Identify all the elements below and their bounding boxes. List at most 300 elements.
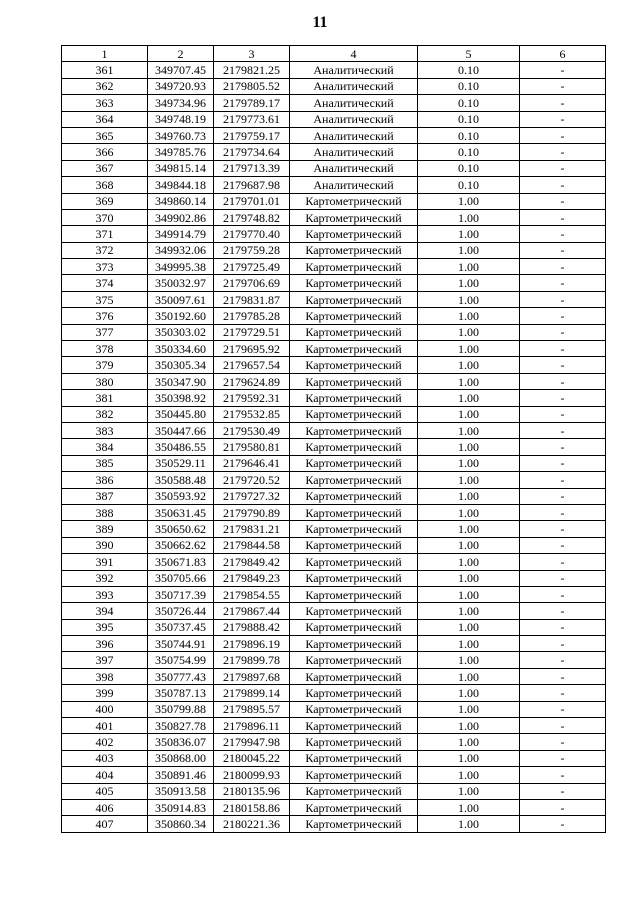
table-row [62, 455, 606, 471]
x-coordinate-cell: 350445.80 [148, 406, 214, 422]
method-cell: Картометрический [290, 701, 418, 717]
description-cell: - [520, 537, 606, 553]
point-number-cell: 393 [62, 586, 148, 602]
method-cell: Картометрический [290, 242, 418, 258]
point-number-cell: 367 [62, 160, 148, 176]
y-coordinate-cell: 2179947.98 [214, 734, 290, 750]
table-row [62, 324, 606, 340]
x-coordinate-cell: 350398.92 [148, 390, 214, 406]
accuracy-cell: 1.00 [418, 799, 520, 815]
method-cell: Картометрический [290, 406, 418, 422]
accuracy-cell: 1.00 [418, 422, 520, 438]
y-coordinate-cell: 2179729.51 [214, 324, 290, 340]
x-coordinate-cell: 350914.83 [148, 799, 214, 815]
accuracy-cell: 1.00 [418, 636, 520, 652]
point-number-cell: 363 [62, 95, 148, 111]
x-coordinate-cell: 350799.88 [148, 701, 214, 717]
table-row [62, 160, 606, 176]
y-coordinate-cell: 2179849.42 [214, 554, 290, 570]
description-cell: - [520, 455, 606, 471]
accuracy-cell: 1.00 [418, 406, 520, 422]
y-coordinate-cell: 2179713.39 [214, 160, 290, 176]
column-header-5: 5 [418, 46, 520, 62]
method-cell: Картометрический [290, 816, 418, 832]
method-cell: Картометрический [290, 488, 418, 504]
table-row [62, 685, 606, 701]
description-cell: - [520, 291, 606, 307]
description-cell: - [520, 78, 606, 94]
accuracy-cell: 1.00 [418, 259, 520, 275]
description-cell: - [520, 127, 606, 143]
y-coordinate-cell: 2180045.22 [214, 750, 290, 766]
description-cell: - [520, 554, 606, 570]
table-row [62, 439, 606, 455]
method-cell: Картометрический [290, 472, 418, 488]
accuracy-cell: 1.00 [418, 537, 520, 553]
accuracy-cell: 1.00 [418, 357, 520, 373]
table-row [62, 668, 606, 684]
description-cell: - [520, 373, 606, 389]
y-coordinate-cell: 2179849.23 [214, 570, 290, 586]
description-cell: - [520, 718, 606, 734]
accuracy-cell: 1.00 [418, 685, 520, 701]
method-cell: Картометрический [290, 685, 418, 701]
description-cell: - [520, 259, 606, 275]
table-row [62, 472, 606, 488]
table-row [62, 357, 606, 373]
description-cell: - [520, 488, 606, 504]
x-coordinate-cell: 350303.02 [148, 324, 214, 340]
y-coordinate-cell: 2180221.36 [214, 816, 290, 832]
accuracy-cell: 0.10 [418, 177, 520, 193]
x-coordinate-cell: 350860.34 [148, 816, 214, 832]
accuracy-cell: 1.00 [418, 341, 520, 357]
x-coordinate-cell: 349995.38 [148, 259, 214, 275]
description-cell: - [520, 816, 606, 832]
point-number-cell: 383 [62, 422, 148, 438]
point-number-cell: 394 [62, 603, 148, 619]
method-cell: Аналитический [290, 78, 418, 94]
table-row [62, 586, 606, 602]
method-cell: Картометрический [290, 422, 418, 438]
column-header-4: 4 [290, 46, 418, 62]
accuracy-cell: 1.00 [418, 718, 520, 734]
y-coordinate-cell: 2179695.92 [214, 341, 290, 357]
method-cell: Аналитический [290, 160, 418, 176]
method-cell: Картометрический [290, 734, 418, 750]
accuracy-cell: 1.00 [418, 783, 520, 799]
point-number-cell: 368 [62, 177, 148, 193]
accuracy-cell: 1.00 [418, 455, 520, 471]
x-coordinate-cell: 350717.39 [148, 586, 214, 602]
accuracy-cell: 1.00 [418, 291, 520, 307]
y-coordinate-cell: 2179734.64 [214, 144, 290, 160]
method-cell: Картометрический [290, 652, 418, 668]
table-body [62, 62, 606, 832]
table-row [62, 259, 606, 275]
table-row [62, 193, 606, 209]
description-cell: - [520, 160, 606, 176]
accuracy-cell: 0.10 [418, 127, 520, 143]
accuracy-cell: 1.00 [418, 668, 520, 684]
accuracy-cell: 1.00 [418, 209, 520, 225]
table-row [62, 406, 606, 422]
y-coordinate-cell: 2179687.98 [214, 177, 290, 193]
description-cell: - [520, 144, 606, 160]
y-coordinate-cell: 2179657.54 [214, 357, 290, 373]
method-cell: Картометрический [290, 537, 418, 553]
y-coordinate-cell: 2179592.31 [214, 390, 290, 406]
point-number-cell: 366 [62, 144, 148, 160]
description-cell: - [520, 422, 606, 438]
method-cell: Аналитический [290, 144, 418, 160]
y-coordinate-cell: 2180158.86 [214, 799, 290, 815]
coordinates-table [61, 45, 606, 833]
accuracy-cell: 1.00 [418, 373, 520, 389]
description-cell: - [520, 619, 606, 635]
point-number-cell: 377 [62, 324, 148, 340]
accuracy-cell: 1.00 [418, 701, 520, 717]
table-header [62, 46, 606, 62]
table-row [62, 767, 606, 783]
accuracy-cell: 1.00 [418, 767, 520, 783]
method-cell: Аналитический [290, 95, 418, 111]
point-number-cell: 379 [62, 357, 148, 373]
description-cell: - [520, 685, 606, 701]
description-cell: - [520, 750, 606, 766]
y-coordinate-cell: 2179899.14 [214, 685, 290, 701]
accuracy-cell: 1.00 [418, 324, 520, 340]
point-number-cell: 372 [62, 242, 148, 258]
point-number-cell: 384 [62, 439, 148, 455]
point-number-cell: 378 [62, 341, 148, 357]
x-coordinate-cell: 349748.19 [148, 111, 214, 127]
y-coordinate-cell: 2179706.69 [214, 275, 290, 291]
x-coordinate-cell: 350726.44 [148, 603, 214, 619]
description-cell: - [520, 209, 606, 225]
method-cell: Аналитический [290, 111, 418, 127]
accuracy-cell: 1.00 [418, 734, 520, 750]
point-number-cell: 387 [62, 488, 148, 504]
method-cell: Картометрический [290, 193, 418, 209]
accuracy-cell: 1.00 [418, 586, 520, 602]
y-coordinate-cell: 2179821.25 [214, 62, 290, 78]
y-coordinate-cell: 2179805.52 [214, 78, 290, 94]
point-number-cell: 369 [62, 193, 148, 209]
method-cell: Картометрический [290, 718, 418, 734]
accuracy-cell: 1.00 [418, 193, 520, 209]
x-coordinate-cell: 350737.45 [148, 619, 214, 635]
accuracy-cell: 1.00 [418, 816, 520, 832]
description-cell: - [520, 111, 606, 127]
table-row [62, 554, 606, 570]
table-row [62, 308, 606, 324]
x-coordinate-cell: 350671.83 [148, 554, 214, 570]
column-header-6: 6 [520, 46, 606, 62]
y-coordinate-cell: 2179895.57 [214, 701, 290, 717]
x-coordinate-cell: 350913.58 [148, 783, 214, 799]
description-cell: - [520, 472, 606, 488]
description-cell: - [520, 521, 606, 537]
y-coordinate-cell: 2179646.41 [214, 455, 290, 471]
accuracy-cell: 1.00 [418, 488, 520, 504]
accuracy-cell: 0.10 [418, 78, 520, 94]
page-number: 11 [312, 14, 328, 31]
table-row [62, 783, 606, 799]
y-coordinate-cell: 2179773.61 [214, 111, 290, 127]
method-cell: Картометрический [290, 308, 418, 324]
accuracy-cell: 1.00 [418, 390, 520, 406]
table-row [62, 652, 606, 668]
accuracy-cell: 1.00 [418, 472, 520, 488]
method-cell: Картометрический [290, 357, 418, 373]
description-cell: - [520, 504, 606, 520]
point-number-cell: 391 [62, 554, 148, 570]
accuracy-cell: 1.00 [418, 242, 520, 258]
y-coordinate-cell: 2179785.28 [214, 308, 290, 324]
point-number-cell: 401 [62, 718, 148, 734]
table-row [62, 488, 606, 504]
accuracy-cell: 1.00 [418, 570, 520, 586]
x-coordinate-cell: 350754.99 [148, 652, 214, 668]
point-number-cell: 399 [62, 685, 148, 701]
table-row [62, 291, 606, 307]
x-coordinate-cell: 349720.93 [148, 78, 214, 94]
method-cell: Картометрический [290, 504, 418, 520]
accuracy-cell: 1.00 [418, 750, 520, 766]
point-number-cell: 370 [62, 209, 148, 225]
column-header-2: 2 [148, 46, 214, 62]
point-number-cell: 376 [62, 308, 148, 324]
table-row [62, 799, 606, 815]
x-coordinate-cell: 349860.14 [148, 193, 214, 209]
x-coordinate-cell: 350650.62 [148, 521, 214, 537]
method-cell: Картометрический [290, 324, 418, 340]
description-cell: - [520, 439, 606, 455]
point-number-cell: 364 [62, 111, 148, 127]
point-number-cell: 403 [62, 750, 148, 766]
table-row [62, 242, 606, 258]
method-cell: Картометрический [290, 291, 418, 307]
method-cell: Картометрический [290, 226, 418, 242]
table-row [62, 78, 606, 94]
x-coordinate-cell: 350097.61 [148, 291, 214, 307]
x-coordinate-cell: 350347.90 [148, 373, 214, 389]
table-row [62, 750, 606, 766]
table-row [62, 275, 606, 291]
point-number-cell: 392 [62, 570, 148, 586]
description-cell: - [520, 586, 606, 602]
y-coordinate-cell: 2180099.93 [214, 767, 290, 783]
y-coordinate-cell: 2179896.19 [214, 636, 290, 652]
method-cell: Картометрический [290, 750, 418, 766]
x-coordinate-cell: 350192.60 [148, 308, 214, 324]
point-number-cell: 400 [62, 701, 148, 717]
y-coordinate-cell: 2179854.55 [214, 586, 290, 602]
method-cell: Картометрический [290, 619, 418, 635]
description-cell: - [520, 341, 606, 357]
x-coordinate-cell: 350868.00 [148, 750, 214, 766]
accuracy-cell: 0.10 [418, 160, 520, 176]
accuracy-cell: 1.00 [418, 603, 520, 619]
point-number-cell: 375 [62, 291, 148, 307]
y-coordinate-cell: 2179580.81 [214, 439, 290, 455]
description-cell: - [520, 668, 606, 684]
x-coordinate-cell: 349932.06 [148, 242, 214, 258]
x-coordinate-cell: 350787.13 [148, 685, 214, 701]
description-cell: - [520, 734, 606, 750]
accuracy-cell: 1.00 [418, 275, 520, 291]
point-number-cell: 407 [62, 816, 148, 832]
y-coordinate-cell: 2179790.89 [214, 504, 290, 520]
description-cell: - [520, 62, 606, 78]
x-coordinate-cell: 350447.66 [148, 422, 214, 438]
y-coordinate-cell: 2179897.68 [214, 668, 290, 684]
x-coordinate-cell: 349815.14 [148, 160, 214, 176]
y-coordinate-cell: 2179748.82 [214, 209, 290, 225]
x-coordinate-cell: 349760.73 [148, 127, 214, 143]
description-cell: - [520, 767, 606, 783]
description-cell: - [520, 603, 606, 619]
x-coordinate-cell: 350593.92 [148, 488, 214, 504]
point-number-cell: 371 [62, 226, 148, 242]
accuracy-cell: 1.00 [418, 504, 520, 520]
description-cell: - [520, 275, 606, 291]
table-row [62, 373, 606, 389]
table-row [62, 701, 606, 717]
table-row [62, 226, 606, 242]
y-coordinate-cell: 2179624.89 [214, 373, 290, 389]
point-number-cell: 397 [62, 652, 148, 668]
x-coordinate-cell: 349734.96 [148, 95, 214, 111]
method-cell: Картометрический [290, 259, 418, 275]
x-coordinate-cell: 350827.78 [148, 718, 214, 734]
description-cell: - [520, 226, 606, 242]
description-cell: - [520, 652, 606, 668]
point-number-cell: 386 [62, 472, 148, 488]
y-coordinate-cell: 2179759.17 [214, 127, 290, 143]
description-cell: - [520, 308, 606, 324]
accuracy-cell: 0.10 [418, 95, 520, 111]
column-header-1: 1 [62, 46, 148, 62]
table-row [62, 504, 606, 520]
point-number-cell: 374 [62, 275, 148, 291]
y-coordinate-cell: 2179759.28 [214, 242, 290, 258]
y-coordinate-cell: 2179532.85 [214, 406, 290, 422]
x-coordinate-cell: 349844.18 [148, 177, 214, 193]
x-coordinate-cell: 350334.60 [148, 341, 214, 357]
method-cell: Картометрический [290, 799, 418, 815]
method-cell: Картометрический [290, 373, 418, 389]
table-row [62, 177, 606, 193]
description-cell: - [520, 406, 606, 422]
y-coordinate-cell: 2179867.44 [214, 603, 290, 619]
point-number-cell: 388 [62, 504, 148, 520]
table-row [62, 422, 606, 438]
point-number-cell: 380 [62, 373, 148, 389]
x-coordinate-cell: 350662.62 [148, 537, 214, 553]
point-number-cell: 385 [62, 455, 148, 471]
x-coordinate-cell: 350305.34 [148, 357, 214, 373]
table-row [62, 734, 606, 750]
point-number-cell: 402 [62, 734, 148, 750]
method-cell: Аналитический [290, 127, 418, 143]
x-coordinate-cell: 350705.66 [148, 570, 214, 586]
method-cell: Картометрический [290, 783, 418, 799]
point-number-cell: 404 [62, 767, 148, 783]
description-cell: - [520, 783, 606, 799]
x-coordinate-cell: 350631.45 [148, 504, 214, 520]
description-cell: - [520, 242, 606, 258]
description-cell: - [520, 799, 606, 815]
method-cell: Картометрический [290, 603, 418, 619]
method-cell: Картометрический [290, 767, 418, 783]
accuracy-cell: 1.00 [418, 521, 520, 537]
method-cell: Картометрический [290, 341, 418, 357]
method-cell: Аналитический [290, 177, 418, 193]
description-cell: - [520, 357, 606, 373]
table-row [62, 95, 606, 111]
accuracy-cell: 0.10 [418, 62, 520, 78]
x-coordinate-cell: 350588.48 [148, 472, 214, 488]
point-number-cell: 398 [62, 668, 148, 684]
x-coordinate-cell: 350744.91 [148, 636, 214, 652]
method-cell: Картометрический [290, 455, 418, 471]
description-cell: - [520, 701, 606, 717]
method-cell: Картометрический [290, 439, 418, 455]
method-cell: Картометрический [290, 390, 418, 406]
x-coordinate-cell: 349902.86 [148, 209, 214, 225]
table-row [62, 209, 606, 225]
description-cell: - [520, 570, 606, 586]
y-coordinate-cell: 2179888.42 [214, 619, 290, 635]
x-coordinate-cell: 349707.45 [148, 62, 214, 78]
point-number-cell: 406 [62, 799, 148, 815]
point-number-cell: 390 [62, 537, 148, 553]
table-row [62, 111, 606, 127]
x-coordinate-cell: 350529.11 [148, 455, 214, 471]
x-coordinate-cell: 350032.97 [148, 275, 214, 291]
table-row [62, 341, 606, 357]
y-coordinate-cell: 2180135.96 [214, 783, 290, 799]
method-cell: Картометрический [290, 209, 418, 225]
y-coordinate-cell: 2179831.87 [214, 291, 290, 307]
y-coordinate-cell: 2179831.21 [214, 521, 290, 537]
point-number-cell: 396 [62, 636, 148, 652]
point-number-cell: 405 [62, 783, 148, 799]
x-coordinate-cell: 349914.79 [148, 226, 214, 242]
accuracy-cell: 1.00 [418, 308, 520, 324]
accuracy-cell: 1.00 [418, 652, 520, 668]
point-number-cell: 389 [62, 521, 148, 537]
accuracy-cell: 0.10 [418, 111, 520, 127]
method-cell: Аналитический [290, 62, 418, 78]
table-row [62, 62, 606, 78]
point-number-cell: 381 [62, 390, 148, 406]
accuracy-cell: 1.00 [418, 554, 520, 570]
accuracy-cell: 0.10 [418, 144, 520, 160]
table-row [62, 619, 606, 635]
description-cell: - [520, 193, 606, 209]
x-coordinate-cell: 349785.76 [148, 144, 214, 160]
method-cell: Картометрический [290, 275, 418, 291]
column-header-3: 3 [214, 46, 290, 62]
accuracy-cell: 1.00 [418, 439, 520, 455]
point-number-cell: 373 [62, 259, 148, 275]
x-coordinate-cell: 350891.46 [148, 767, 214, 783]
method-cell: Картометрический [290, 636, 418, 652]
point-number-cell: 382 [62, 406, 148, 422]
